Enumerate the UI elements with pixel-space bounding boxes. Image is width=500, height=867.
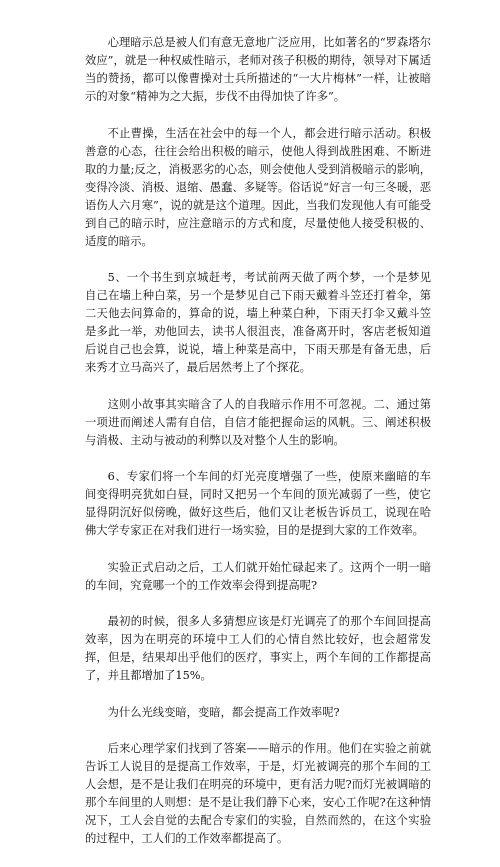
paragraph-self-suggestion-summary: 这则小故事其实暗含了人的自我暗示作用不可忽视。二、通过第一项进而阐述人需有自信，自信才能把握命运的风帆。三、阐述积极与消极、主动与被动的利弊以及对整个人生的影响。 xyxy=(85,397,431,447)
paragraph-explanation: 后来心理学家们找到了答案——暗示的作用。他们在实验之前就告诉工人说目的是提高工作效率，于是，灯光被调亮的那个车间的工人会想，是不是让我们在明亮的环境中，更有活力呢?而灯光被调暗的那个车间里的人则想：是不是让我们静下心来，安心工作呢?在这种情况下，工人会自觉的去配合专家们的实验，自然而然的，在这个实验的过程中，工人们的工作效率都提高了。 xyxy=(85,742,431,845)
paragraph-scholar-dream-story: 5、一个书生到京城赶考，考试前两天做了两个梦，一个是梦见自己在墙上种白菜，另一个是梦见自己下雨天戴着斗笠还打着伞，第二天他去问算命的，算命的说，墙上种菜白种，下雨天打伞又戴斗笠是多此一举，劝他回去，读书人很沮丧，准备离开时，客店老板知道后说自己也会算，说说，墙上种菜是高中，下雨天那是有备无患，后来秀才立马高兴了，最后居然考上了个探花。 xyxy=(85,271,431,374)
paragraph-psychological-suggestion: 心理暗示总是被人们有意无意地广泛应用，比如著名的“罗森塔尔效应”，就是一种权威性暗示，老师对孩子积极的期待，领导对下属适当的赞扬，都可以像曹操对士兵所描述的“一大片梅林”一样，让被暗示的对象“精神为之大振，步伐不由得加快了许多”。 xyxy=(85,36,431,103)
paragraph-social-suggestion: 不止曹操，生活在社会中的每一个人，都会进行暗示活动。积极善意的心态，往往会给出积极的暗示，使他人得到战胜困难、不断进取的力量;反之，消极恶劣的心态，则会使他人受到消极暗示的影响，变得冷淡、消极、退缩、愚蠢、多疑等。俗话说“好言一句三冬暖，恶语伤人六月寒”，说的就是这个道理。因此，当我们发现他人有可能受到自己的暗示时，应注意暗示的方式和度，尽量使他人接受积极的、适度的暗示。 xyxy=(85,126,431,248)
document-body xyxy=(85,34,431,867)
paragraph-experiment-result: 最初的时候，很多人多猜想应该是灯光调亮了的那个车间回提高效率，因为在明亮的环境中工人们的心情自然比较好，也会超常发挥，但是，结果却出乎他们的医疗，事实上，两个车间的工作都提高了，并且都增加了15%。 xyxy=(85,615,431,682)
paragraph-lighting-experiment: 6、专家们将一个车间的灯光亮度增强了一些，使原来幽暗的车间变得明亮犹如白昼，同时又把另一个车间的顶光减弱了一些，使它显得阴沉好似傍晚，做好这些后，他们又让老板告诉员工，说现在哈佛大学专家正在对我们进行一场实验，目的是提到大家的工作效率。 xyxy=(85,470,431,537)
paragraph-experiment-start: 实验正式启动之后，工人们就开始忙碌起来了。这两个一明一暗的车间，究竟哪一个的工作效率会得到提高呢? xyxy=(85,560,431,592)
paragraph-question: 为什么光线变暗，变暗，都会提高工作效率呢? xyxy=(107,705,340,719)
